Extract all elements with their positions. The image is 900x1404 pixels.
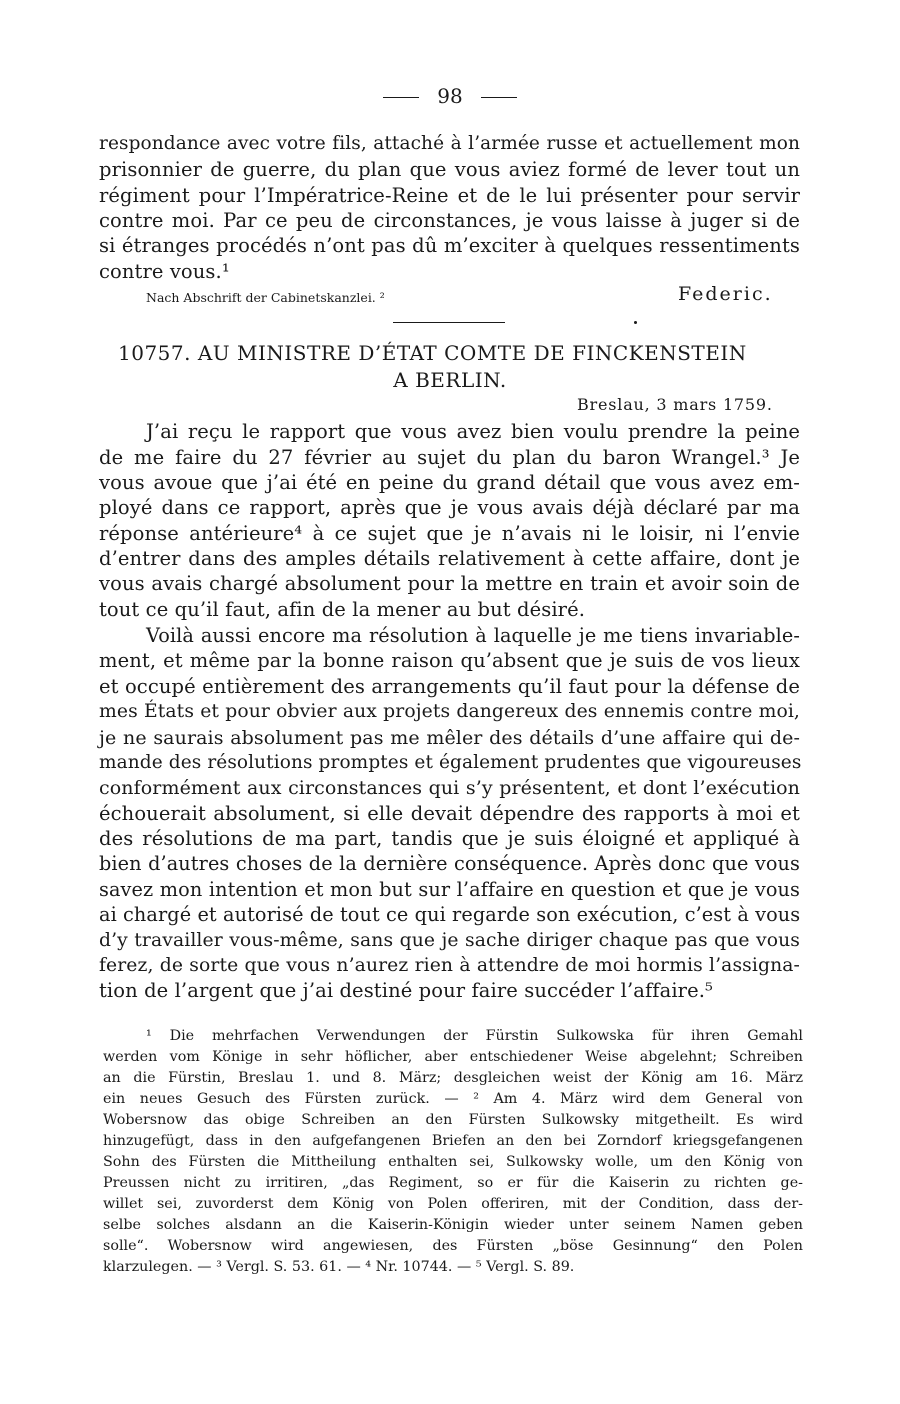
footnote-line: Preussen nicht zu irritiren, „das Regiment, so er für die Kaiserin zu richten ge- — [103, 1175, 803, 1191]
source-note: Nach Abschrift der Cabinetskanzlei. ² — [146, 290, 385, 305]
text-line: Voilà aussi encore ma résolution à laquelle je me tiens invariable- — [146, 624, 800, 647]
footnote-line: klarzulegen. — ³ Vergl. S. 53. 61. — ⁴ Nr. 10744. — ⁵ Vergl. S. 89. — [103, 1259, 575, 1275]
header-rule-right — [481, 97, 517, 98]
text-line: tion de l’argent que j’ai destiné pour faire succéder l’affaire.⁵ — [99, 979, 713, 1002]
text-line: et occupé entièrement des arrangements qu’il faut pour la défense de — [99, 675, 800, 698]
section-divider — [393, 322, 505, 323]
text-line: respondance avec votre fils, attaché à l’armée russe et actuellement mon — [99, 133, 800, 154]
letter-date: Breslau, 3 mars 1759. — [577, 395, 773, 414]
footnote-line: an die Fürstin, Breslau 1. und 8. März; desgleichen weist der König am 16. März — [103, 1070, 803, 1086]
footnote-line: solle“. Wobersnow wird angewiesen, des Fürsten „böse Gesinnung“ den Polen — [103, 1238, 803, 1254]
text-line: contre moi. Par ce peu de circonstances, je vous laisse à juger si de — [99, 209, 800, 232]
text-line: de me faire du 27 février au sujet du plan du baron Wrangel.³ Je — [99, 446, 800, 469]
text-line: prisonnier de guerre, du plan que vous aviez formé de lever tout un — [99, 158, 800, 181]
text-line: d’entrer dans des amples détails relativement à cette affaire, dont je — [99, 547, 800, 570]
text-line: tout ce qu’il faut, afin de la mener au but désiré. — [99, 598, 586, 621]
text-line: réponse antérieure⁴ à ce sujet que je n’avais ni le loisir, ni l’envie — [99, 522, 800, 545]
text-line: des résolutions de ma part, tandis que je suis éloigné et appliqué à — [99, 827, 800, 850]
footnote-line: willet sei, zuvorderst dem König von Polen offeriren, mit der Condition, dass der- — [103, 1196, 803, 1212]
text-line: mes États et pour obvier aux projets dangereux des ennemis contre moi, — [99, 701, 800, 722]
footnote-line: hinzugefügt, dass in den aufgefangenen Briefen an den bei Zorndorf kriegsgefangenen — [103, 1133, 803, 1149]
text-line: régiment pour l’Impératrice-Reine et de le lui présenter pour servir — [99, 184, 800, 207]
footnote-line: Wobersnow das obige Schreiben an den Fürsten Sulkowsky mitgetheilt. Es wird — [103, 1112, 803, 1128]
text-line: ferez, de sorte que vous n’aurez rien à attendre de moi hormis l’assigna- — [99, 955, 800, 976]
text-line: bien d’autres choses de la dernière conséquence. Après donc que vous — [99, 852, 800, 875]
text-line: savez mon intention et mon but sur l’affaire en question et que je vous — [99, 878, 800, 901]
text-line: ai chargé et autorisé de tout ce qui regarde son exécution, c’est à vous — [99, 903, 801, 926]
divider-dot — [634, 321, 637, 324]
page-number: 98 — [437, 84, 463, 108]
text-line: vous avoue que j’ai été en peine du grand détail que vous avez em- — [99, 471, 800, 494]
text-line: conformément aux circonstances qui s’y présentent, et dont l’exécution — [99, 777, 800, 799]
footnote-line: Sohn des Fürsten die Mittheilung enthalten sei, Sulkowsky wolle, um den König von — [103, 1154, 803, 1170]
text-line: J’ai reçu le rapport que vous avez bien voulu prendre la peine — [146, 420, 800, 443]
text-line: si étranges procédés n’ont pas dû m’exciter à quelques ressentiments — [99, 234, 800, 257]
text-line: ployé dans ce rapport, après que je vous avais déjà déclaré par ma — [99, 496, 800, 519]
signature: Federic. — [678, 283, 773, 305]
text-line: échouerait absolument, si elle devait dépendre des rapports à moi et — [99, 802, 800, 825]
footnote-line: selbe solches alsdann an die Kaiserin-Königin wieder unter seinem Namen geben — [103, 1217, 803, 1233]
text-line: contre vous.¹ — [99, 260, 230, 283]
footnote-line: ein neues Gesuch des Fürsten zurück. — ² Am 4. März wird dem General von — [103, 1091, 803, 1107]
page-header — [0, 84, 900, 108]
text-line: d’y travailler vous-même, sans que je sache diriger chaque pas que vous — [99, 930, 800, 951]
footnote-line: ¹ Die mehrfachen Verwendungen der Fürstin Sulkowska für ihren Gemahl — [146, 1028, 803, 1044]
footnote-line: werden vom Könige in sehr höflicher, aber entschiedener Weise abgelehnt; Schreiben — [103, 1049, 803, 1065]
text-line: vous avais chargé absolument pour la mettre en train et avoir soin de — [99, 572, 800, 595]
letter-title: 10757. AU MINISTRE D’ÉTAT COMTE DE FINCKENSTEIN — [118, 341, 747, 365]
text-line: mande des résolutions promptes et également prudentes que vigoureuses — [99, 752, 802, 773]
text-line: ment, et même par la bonne raison qu’absent que je suis de vos lieux — [99, 649, 800, 672]
header-rule-left — [383, 97, 419, 98]
letter-title-line2: A BERLIN. — [393, 368, 507, 392]
text-line: je ne saurais absolument pas me mêler des détails d’une affaire qui de- — [99, 727, 800, 749]
